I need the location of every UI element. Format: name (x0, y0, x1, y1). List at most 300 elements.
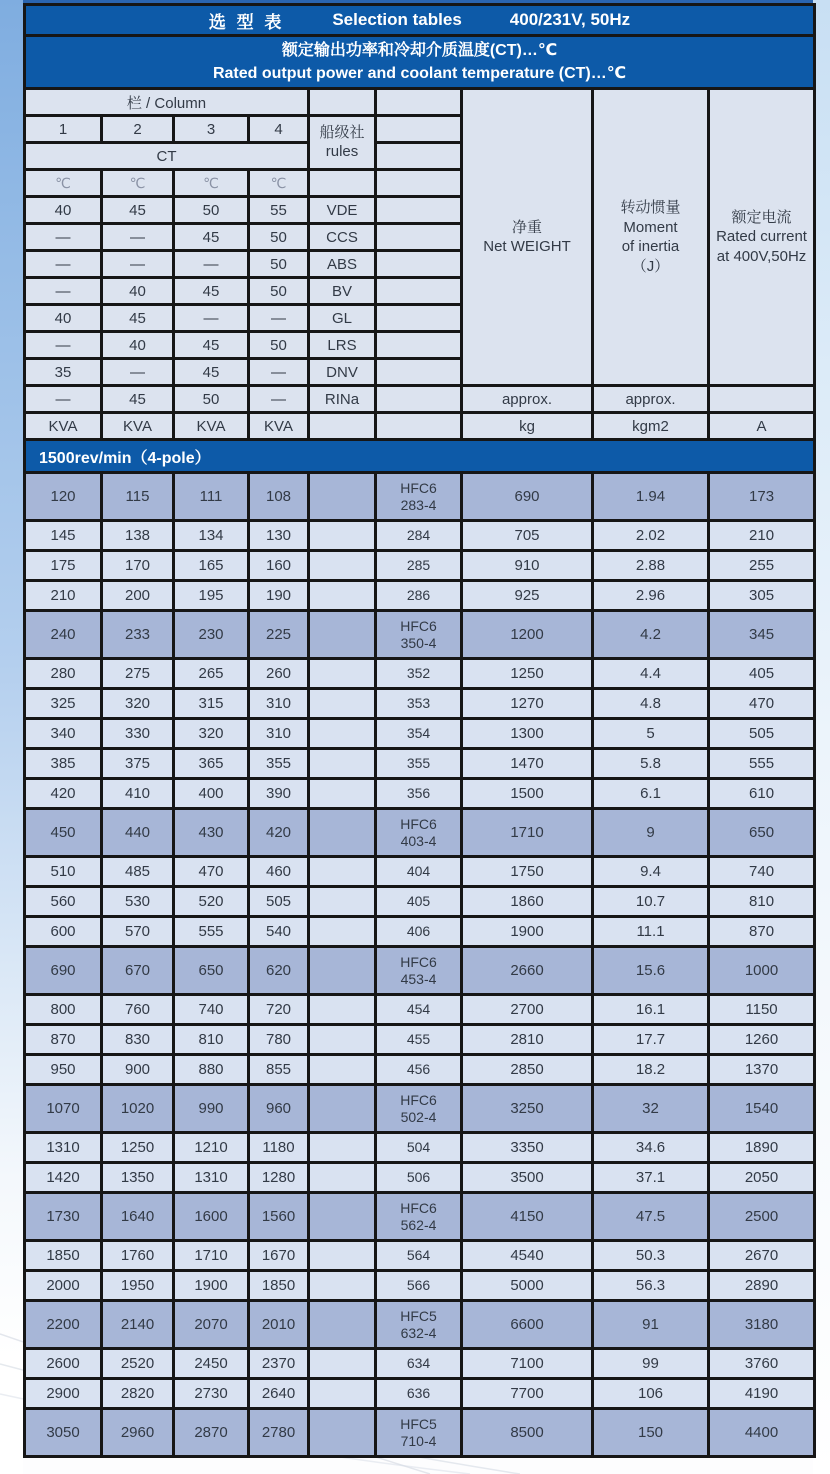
power-kva-cell-4: 260 (249, 659, 309, 689)
rated-current-cell: 1370 (709, 1055, 815, 1085)
power-kva-cell-4: 2640 (249, 1379, 309, 1409)
power-kva-cell-1: 120 (25, 473, 102, 521)
weight-approx-cell: approx. (462, 386, 593, 413)
ct-temp-cell-3: 45 (174, 278, 249, 305)
power-kva-cell-1: 950 (25, 1055, 102, 1085)
ct-temp-cell-4: — (249, 305, 309, 332)
power-kva-cell-2: 760 (102, 995, 174, 1025)
ct-temp-cell-3: 50 (174, 197, 249, 224)
data-row (25, 1055, 815, 1085)
inertia-cell: 2.88 (593, 551, 709, 581)
rated-current-cell: 870 (709, 917, 815, 947)
model-line: 405 (406, 893, 431, 910)
title-band (25, 5, 815, 36)
power-kva-cell-1: 450 (25, 809, 102, 857)
net-weight-cell: 1900 (462, 917, 593, 947)
current-en-1: Rated current (716, 228, 807, 246)
rules-blank-cell (309, 779, 376, 809)
rated-current-cell: 173 (709, 473, 815, 521)
inertia-cell: 9.4 (593, 857, 709, 887)
column-group-label: 栏 / Column (25, 89, 309, 116)
power-kva-cell-3: 810 (174, 1025, 249, 1055)
subtitle-band-row (25, 36, 815, 89)
rules-blank-cell (309, 887, 376, 917)
net-weight-cell: 1750 (462, 857, 593, 887)
power-kva-cell-1: 1070 (25, 1085, 102, 1133)
net-weight-cell: 8500 (462, 1409, 593, 1457)
inertia-cell: 99 (593, 1349, 709, 1379)
model-cell (376, 1055, 462, 1085)
model-line: 285 (406, 557, 431, 574)
inertia-cell: 37.1 (593, 1163, 709, 1193)
model-cell (376, 581, 462, 611)
power-kva-cell-4: 1670 (249, 1241, 309, 1271)
inertia-en-1: Moment (623, 218, 678, 236)
inertia-cell: 106 (593, 1379, 709, 1409)
model-blank-cell (376, 116, 462, 143)
current-zh: 额定电流 (731, 208, 792, 226)
ct-temp-cell-2: — (102, 224, 174, 251)
power-kva-cell-1: 800 (25, 995, 102, 1025)
model-line: HFC6 (400, 953, 437, 970)
net-weight-cell: 3500 (462, 1163, 593, 1193)
temp-unit-4: ℃ (249, 170, 309, 197)
power-kva-cell-1: 340 (25, 719, 102, 749)
power-kva-cell-2: 1020 (102, 1085, 174, 1133)
model-line: 456 (406, 1061, 431, 1078)
moment-of-inertia-header (593, 89, 709, 386)
kva-unit-1: KVA (25, 413, 102, 440)
data-row (25, 1193, 815, 1241)
power-kva-cell-2: 530 (102, 887, 174, 917)
power-kva-cell-3: 520 (174, 887, 249, 917)
net-weight-cell: 5000 (462, 1271, 593, 1301)
kva-unit-4: KVA (249, 413, 309, 440)
power-kva-cell-1: 210 (25, 581, 102, 611)
power-kva-cell-2: 200 (102, 581, 174, 611)
ct-temp-cell-2: 45 (102, 305, 174, 332)
model-line: 355 (406, 755, 431, 772)
power-kva-cell-3: 1210 (174, 1133, 249, 1163)
power-kva-cell-3: 111 (174, 473, 249, 521)
rules-blank-cell (309, 857, 376, 887)
inertia-cell: 91 (593, 1301, 709, 1349)
power-kva-cell-4: 108 (249, 473, 309, 521)
rated-current-cell: 2670 (709, 1241, 815, 1271)
model-blank-cell (376, 359, 462, 386)
power-kva-cell-2: 900 (102, 1055, 174, 1085)
model-line: HFC6 (400, 1199, 437, 1216)
rated-current-cell: 1540 (709, 1085, 815, 1133)
model-cell (376, 659, 462, 689)
power-kva-cell-2: 320 (102, 689, 174, 719)
power-kva-cell-4: 355 (249, 749, 309, 779)
model-blank-cell (376, 224, 462, 251)
data-row (25, 1379, 815, 1409)
net-weight-cell: 3250 (462, 1085, 593, 1133)
subtitle-band (25, 36, 815, 89)
model-cell (376, 1271, 462, 1301)
power-kva-cell-3: 2870 (174, 1409, 249, 1457)
power-kva-cell-1: 2900 (25, 1379, 102, 1409)
net-weight-cell: 3350 (462, 1133, 593, 1163)
data-row (25, 1025, 815, 1055)
model-cell (376, 473, 462, 521)
model-line: 455 (406, 1031, 431, 1048)
power-kva-cell-3: 2730 (174, 1379, 249, 1409)
power-kva-cell-1: 385 (25, 749, 102, 779)
model-cell (376, 749, 462, 779)
power-kva-cell-3: 880 (174, 1055, 249, 1085)
ct-temp-cell-2: 45 (102, 197, 174, 224)
power-kva-cell-2: 330 (102, 719, 174, 749)
rules-row-rina (25, 386, 815, 413)
model-line: 354 (406, 725, 431, 742)
model-blank-cell (376, 170, 462, 197)
rules-society-cell: GL (309, 305, 376, 332)
model-cell (376, 611, 462, 659)
rated-current-cell: 405 (709, 659, 815, 689)
model-line: 352 (406, 665, 431, 682)
power-kva-cell-3: 650 (174, 947, 249, 995)
column-number-3: 3 (174, 116, 249, 143)
ct-temp-cell-4: 50 (249, 332, 309, 359)
rules-blank-cell (309, 1133, 376, 1163)
model-line: 353 (406, 695, 431, 712)
rated-current-cell: 610 (709, 779, 815, 809)
model-cell (376, 1409, 462, 1457)
rules-blank-cell (309, 413, 376, 440)
data-row (25, 857, 815, 887)
rated-current-cell: 305 (709, 581, 815, 611)
rules-blank-cell (309, 89, 376, 116)
data-row (25, 521, 815, 551)
rated-current-cell: 4400 (709, 1409, 815, 1457)
speed-section-row (25, 440, 815, 473)
power-kva-cell-4: 855 (249, 1055, 309, 1085)
model-line: 454 (406, 1001, 431, 1018)
ct-temp-cell-4: 50 (249, 251, 309, 278)
power-kva-cell-2: 670 (102, 947, 174, 995)
rated-current-cell: 1260 (709, 1025, 815, 1055)
power-kva-cell-4: 225 (249, 611, 309, 659)
data-row (25, 611, 815, 659)
power-kva-cell-1: 1730 (25, 1193, 102, 1241)
rules-society-cell: VDE (309, 197, 376, 224)
class-society-zh: 船级社 (319, 123, 365, 141)
power-kva-cell-2: 485 (102, 857, 174, 887)
rated-current-cell: 1000 (709, 947, 815, 995)
net-weight-cell: 2810 (462, 1025, 593, 1055)
model-blank-cell (376, 278, 462, 305)
ct-temp-cell-3: 45 (174, 332, 249, 359)
rated-current-cell: 555 (709, 749, 815, 779)
net-weight-cell: 2660 (462, 947, 593, 995)
power-kva-cell-1: 175 (25, 551, 102, 581)
model-line: 562-4 (400, 1216, 437, 1233)
model-line: 404 (406, 863, 431, 880)
inertia-cell: 6.1 (593, 779, 709, 809)
inertia-cell: 4.8 (593, 689, 709, 719)
inertia-cell: 17.7 (593, 1025, 709, 1055)
inertia-cell: 150 (593, 1409, 709, 1457)
inertia-approx-cell: approx. (593, 386, 709, 413)
data-row (25, 1133, 815, 1163)
data-row (25, 581, 815, 611)
net-weight-header (462, 89, 593, 386)
class-society-header (309, 116, 376, 170)
rules-society-cell: LRS (309, 332, 376, 359)
power-kva-cell-3: 230 (174, 611, 249, 659)
data-row (25, 1163, 815, 1193)
rules-blank-cell (309, 1085, 376, 1133)
net-weight-cell: 1470 (462, 749, 593, 779)
temp-unit-3: ℃ (174, 170, 249, 197)
model-cell (376, 1379, 462, 1409)
model-cell (376, 1301, 462, 1349)
rules-blank-cell (309, 749, 376, 779)
power-kva-cell-1: 2200 (25, 1301, 102, 1349)
power-kva-cell-2: 440 (102, 809, 174, 857)
selection-table-wrap (23, 0, 813, 1458)
power-kva-cell-1: 420 (25, 779, 102, 809)
net-weight-cell: 6600 (462, 1301, 593, 1349)
temp-unit-1: ℃ (25, 170, 102, 197)
selection-table (23, 3, 816, 1458)
weight-unit-cell: kg (462, 413, 593, 440)
ct-temp-cell-4: 50 (249, 224, 309, 251)
rated-current-cell: 3760 (709, 1349, 815, 1379)
rules-blank-cell (309, 659, 376, 689)
net-weight-en: Net WEIGHT (483, 238, 571, 255)
rated-current-cell: 650 (709, 809, 815, 857)
model-cell (376, 995, 462, 1025)
ct-temp-cell-4: 55 (249, 197, 309, 224)
rules-blank-cell (309, 917, 376, 947)
inertia-cell: 47.5 (593, 1193, 709, 1241)
kva-unit-2: KVA (102, 413, 174, 440)
model-blank-cell (376, 89, 462, 116)
inertia-cell: 4.2 (593, 611, 709, 659)
model-blank-cell (376, 386, 462, 413)
model-cell (376, 887, 462, 917)
power-kva-cell-1: 600 (25, 917, 102, 947)
data-row (25, 659, 815, 689)
net-weight-cell: 2700 (462, 995, 593, 1025)
ct-temp-cell-2: 45 (102, 386, 174, 413)
inertia-cell: 56.3 (593, 1271, 709, 1301)
data-row (25, 779, 815, 809)
power-kva-cell-1: 690 (25, 947, 102, 995)
inertia-cell: 4.4 (593, 659, 709, 689)
power-kva-cell-2: 2960 (102, 1409, 174, 1457)
rules-blank-cell (309, 611, 376, 659)
model-cell (376, 1025, 462, 1055)
net-weight-cell: 925 (462, 581, 593, 611)
title-en: Selection tables (332, 10, 462, 29)
inertia-zh: 转动惯量 (620, 199, 681, 216)
ct-temp-cell-3: 45 (174, 224, 249, 251)
data-row (25, 689, 815, 719)
ct-temp-cell-2: — (102, 359, 174, 386)
power-kva-cell-4: 1560 (249, 1193, 309, 1241)
power-kva-cell-4: 1180 (249, 1133, 309, 1163)
power-kva-cell-1: 280 (25, 659, 102, 689)
model-line: HFC5 (400, 1307, 437, 1324)
model-cell (376, 779, 462, 809)
title-voltage-spec: 400/231V, 50Hz (509, 10, 631, 29)
inertia-cell: 10.7 (593, 887, 709, 917)
model-cell (376, 1133, 462, 1163)
rated-current-cell: 345 (709, 611, 815, 659)
power-kva-cell-3: 134 (174, 521, 249, 551)
net-weight-cell: 7700 (462, 1379, 593, 1409)
ct-temp-cell-1: — (25, 224, 102, 251)
model-line: 453-4 (400, 970, 437, 987)
model-line: HFC6 (400, 815, 437, 832)
power-kva-cell-3: 2450 (174, 1349, 249, 1379)
power-kva-cell-3: 1600 (174, 1193, 249, 1241)
rules-blank-cell (309, 1163, 376, 1193)
temp-unit-2: ℃ (102, 170, 174, 197)
power-kva-cell-4: 2370 (249, 1349, 309, 1379)
rules-blank-cell (309, 1301, 376, 1349)
rules-society-cell: ABS (309, 251, 376, 278)
net-weight-cell: 910 (462, 551, 593, 581)
data-row (25, 917, 815, 947)
ct-temp-cell-2: — (102, 251, 174, 278)
column-header-row (25, 89, 815, 116)
model-blank-cell (376, 251, 462, 278)
ct-temp-cell-4: 50 (249, 278, 309, 305)
power-kva-cell-4: 720 (249, 995, 309, 1025)
power-kva-cell-4: 310 (249, 689, 309, 719)
left-edge-decoration (0, 0, 23, 1474)
current-blank-cell (709, 386, 815, 413)
power-kva-cell-1: 240 (25, 611, 102, 659)
rated-current-cell: 4190 (709, 1379, 815, 1409)
power-kva-cell-1: 560 (25, 887, 102, 917)
power-kva-cell-2: 2140 (102, 1301, 174, 1349)
rated-current-cell: 3180 (709, 1301, 815, 1349)
power-kva-cell-4: 1280 (249, 1163, 309, 1193)
power-kva-cell-4: 2780 (249, 1409, 309, 1457)
model-cell (376, 809, 462, 857)
net-weight-zh: 净重 (511, 218, 542, 236)
ct-temp-cell-2: 40 (102, 278, 174, 305)
ct-temp-cell-2: 40 (102, 332, 174, 359)
model-cell (376, 521, 462, 551)
ct-temp-cell-1: 40 (25, 197, 102, 224)
power-kva-cell-2: 233 (102, 611, 174, 659)
model-cell (376, 551, 462, 581)
model-line: HFC6 (400, 479, 437, 496)
inertia-cell: 5.8 (593, 749, 709, 779)
rules-society-cell: RINa (309, 386, 376, 413)
rated-current-header (709, 89, 815, 386)
net-weight-cell: 1200 (462, 611, 593, 659)
power-kva-cell-3: 365 (174, 749, 249, 779)
data-row (25, 719, 815, 749)
power-kva-cell-2: 570 (102, 917, 174, 947)
power-kva-cell-3: 470 (174, 857, 249, 887)
inertia-unit-cell: kgm2 (593, 413, 709, 440)
data-row (25, 1349, 815, 1379)
power-kva-cell-4: 780 (249, 1025, 309, 1055)
power-kva-cell-4: 190 (249, 581, 309, 611)
rules-society-cell: DNV (309, 359, 376, 386)
rated-current-cell: 2050 (709, 1163, 815, 1193)
inertia-cell: 5 (593, 719, 709, 749)
model-blank-cell (376, 332, 462, 359)
model-line: HFC6 (400, 1091, 437, 1108)
power-kva-cell-2: 830 (102, 1025, 174, 1055)
model-line: 566 (406, 1277, 431, 1294)
model-line: 406 (406, 923, 431, 940)
rated-current-cell: 810 (709, 887, 815, 917)
rated-current-cell: 505 (709, 719, 815, 749)
kva-unit-3: KVA (174, 413, 249, 440)
power-kva-cell-4: 310 (249, 719, 309, 749)
model-cell (376, 1241, 462, 1271)
rules-blank-cell (309, 1055, 376, 1085)
inertia-cell: 2.96 (593, 581, 709, 611)
rules-blank-cell (309, 1349, 376, 1379)
rules-blank-cell (309, 473, 376, 521)
inertia-cell: 1.94 (593, 473, 709, 521)
model-cell (376, 947, 462, 995)
power-kva-cell-1: 1310 (25, 1133, 102, 1163)
data-row (25, 887, 815, 917)
inertia-cell: 9 (593, 809, 709, 857)
rules-blank-cell (309, 1025, 376, 1055)
power-kva-cell-3: 315 (174, 689, 249, 719)
power-kva-cell-1: 2000 (25, 1271, 102, 1301)
column-number-2: 2 (102, 116, 174, 143)
title-band-row (25, 5, 815, 36)
kva-units-row (25, 413, 815, 440)
model-line: 636 (406, 1385, 431, 1402)
power-kva-cell-1: 3050 (25, 1409, 102, 1457)
model-blank-cell (376, 197, 462, 224)
power-kva-cell-2: 275 (102, 659, 174, 689)
net-weight-cell: 7100 (462, 1349, 593, 1379)
net-weight-cell: 4150 (462, 1193, 593, 1241)
ct-temp-cell-3: — (174, 305, 249, 332)
rules-blank-cell (309, 1241, 376, 1271)
power-kva-cell-1: 1850 (25, 1241, 102, 1271)
ct-temp-cell-3: — (174, 251, 249, 278)
rules-blank-cell (309, 1271, 376, 1301)
net-weight-cell: 1710 (462, 809, 593, 857)
class-society-en: rules (325, 142, 359, 160)
rated-current-cell: 1150 (709, 995, 815, 1025)
model-cell (376, 917, 462, 947)
net-weight-cell: 1300 (462, 719, 593, 749)
model-line: HFC5 (400, 1415, 437, 1432)
column-number-1: 1 (25, 116, 102, 143)
power-kva-cell-4: 130 (249, 521, 309, 551)
ct-temp-cell-1: — (25, 386, 102, 413)
ct-temp-cell-1: — (25, 332, 102, 359)
net-weight-cell: 690 (462, 473, 593, 521)
rules-blank-cell (309, 521, 376, 551)
rules-blank-cell (309, 995, 376, 1025)
power-kva-cell-4: 420 (249, 809, 309, 857)
rated-current-cell: 2500 (709, 1193, 815, 1241)
model-line: 506 (406, 1169, 431, 1186)
rated-current-cell: 1890 (709, 1133, 815, 1163)
